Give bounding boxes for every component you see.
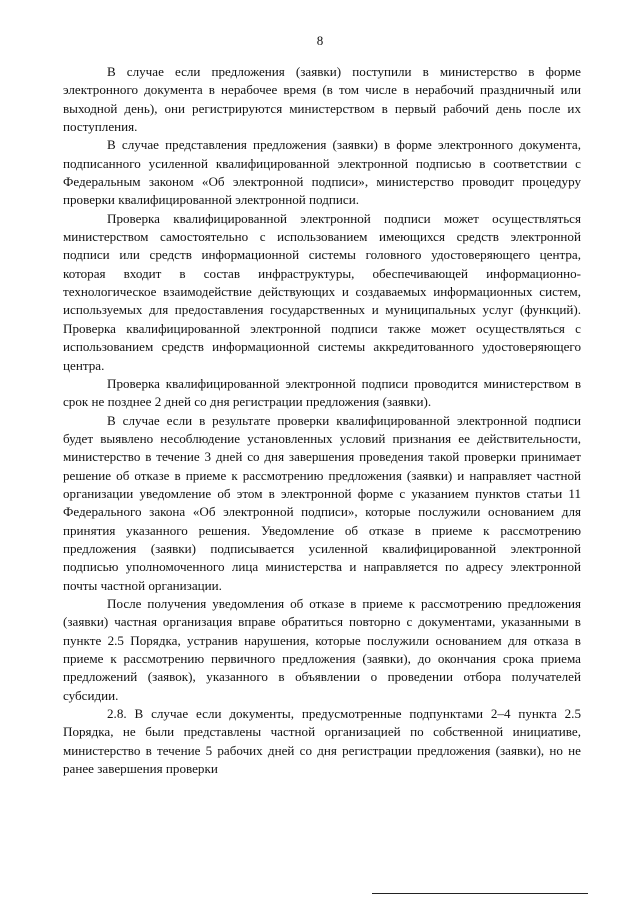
footer-rule [372, 893, 588, 894]
document-body [63, 63, 581, 778]
paragraph-verification-deadline: Проверка квалифицированной электронной подписи проводится министерством в срок не позднее 2 дней со дня регистрации предложения (заявки). [63, 375, 581, 410]
paragraph-signature-verification-means: Проверка квалифицированной электронной подписи может осуществляться министерством самостоятельно с использованием имеющихся средств электронной подписи или средств информационной системы головного удостоверяющего центра, которая входит в состав инфраструктуры, обеспечивающей информационно-технологическое взаимодействие действующих и создаваемых информационных систем, используемых для предоставления государственных и муниципальных услуг (функций). Проверка квалифицированной электронной подписи также может осуществляться с использованием средств информационной системы аккредитованного удостоверяющего центра. [63, 210, 581, 373]
paragraph-refusal-notice: В случае если в результате проверки квалифицированной электронной подписи будет выявлено несоблюдение установленных условий признания ее действительности, министерство в течение 3 дней со дня завершения проведения такой проверки принимает решение об отказе в приеме к рассмотрению предложения (заявки) и направляет частной организации уведомление об этом в электронной форме с указанием пунктов статьи 11 Федерального закона «Об электронной подписи», которые послужили основанием для принятия указанного решения. Уведомление об отказе в приеме к рассмотрению предложения (заявки) подписывается усиленной квалифицированной электронной подписью уполномоченного лица министерства и направляется по адресу электронной почты частной организации. [63, 412, 581, 593]
paragraph-resubmission: После получения уведомления об отказе в приеме к рассмотрению предложения (заявки) частная организация вправе обратиться повторно с документами, указанными в пункте 2.5 Порядка, устранив нарушения, которые послужили основанием для отказа в приеме к рассмотрению первичного предложения (заявки), до окончания срока приема предложений (заявок), указанного в объявлении о проведении отбора получателей субсидии. [63, 595, 581, 703]
paragraph-section-2-8: 2.8. В случае если документы, предусмотренные подпунктами 2–4 пункта 2.5 Порядка, не были представлены частной организацией по собственной инициативе, министерство в течение 5 рабочих дней со дня регистрации предложения (заявки), но не ранее завершения проверки [63, 706, 581, 777]
paragraph-late-submission: В случае если предложения (заявки) поступили в министерство в форме электронного документа в нерабочее время (в том числе в нерабочий праздничный или выходной день), они регистрируются министерством в первый рабочий день после их поступления. [63, 64, 581, 135]
page-number: 8 [316, 33, 324, 48]
paragraph-electronic-signature: В случае представления предложения (заявки) в форме электронного документа, подписанного усиленной квалифицированной электронной подписью в соответствии с Федеральным законом «Об электронной подписи», министерство проводит процедуру проверки квалифицированной электронной подписи. [63, 137, 581, 208]
